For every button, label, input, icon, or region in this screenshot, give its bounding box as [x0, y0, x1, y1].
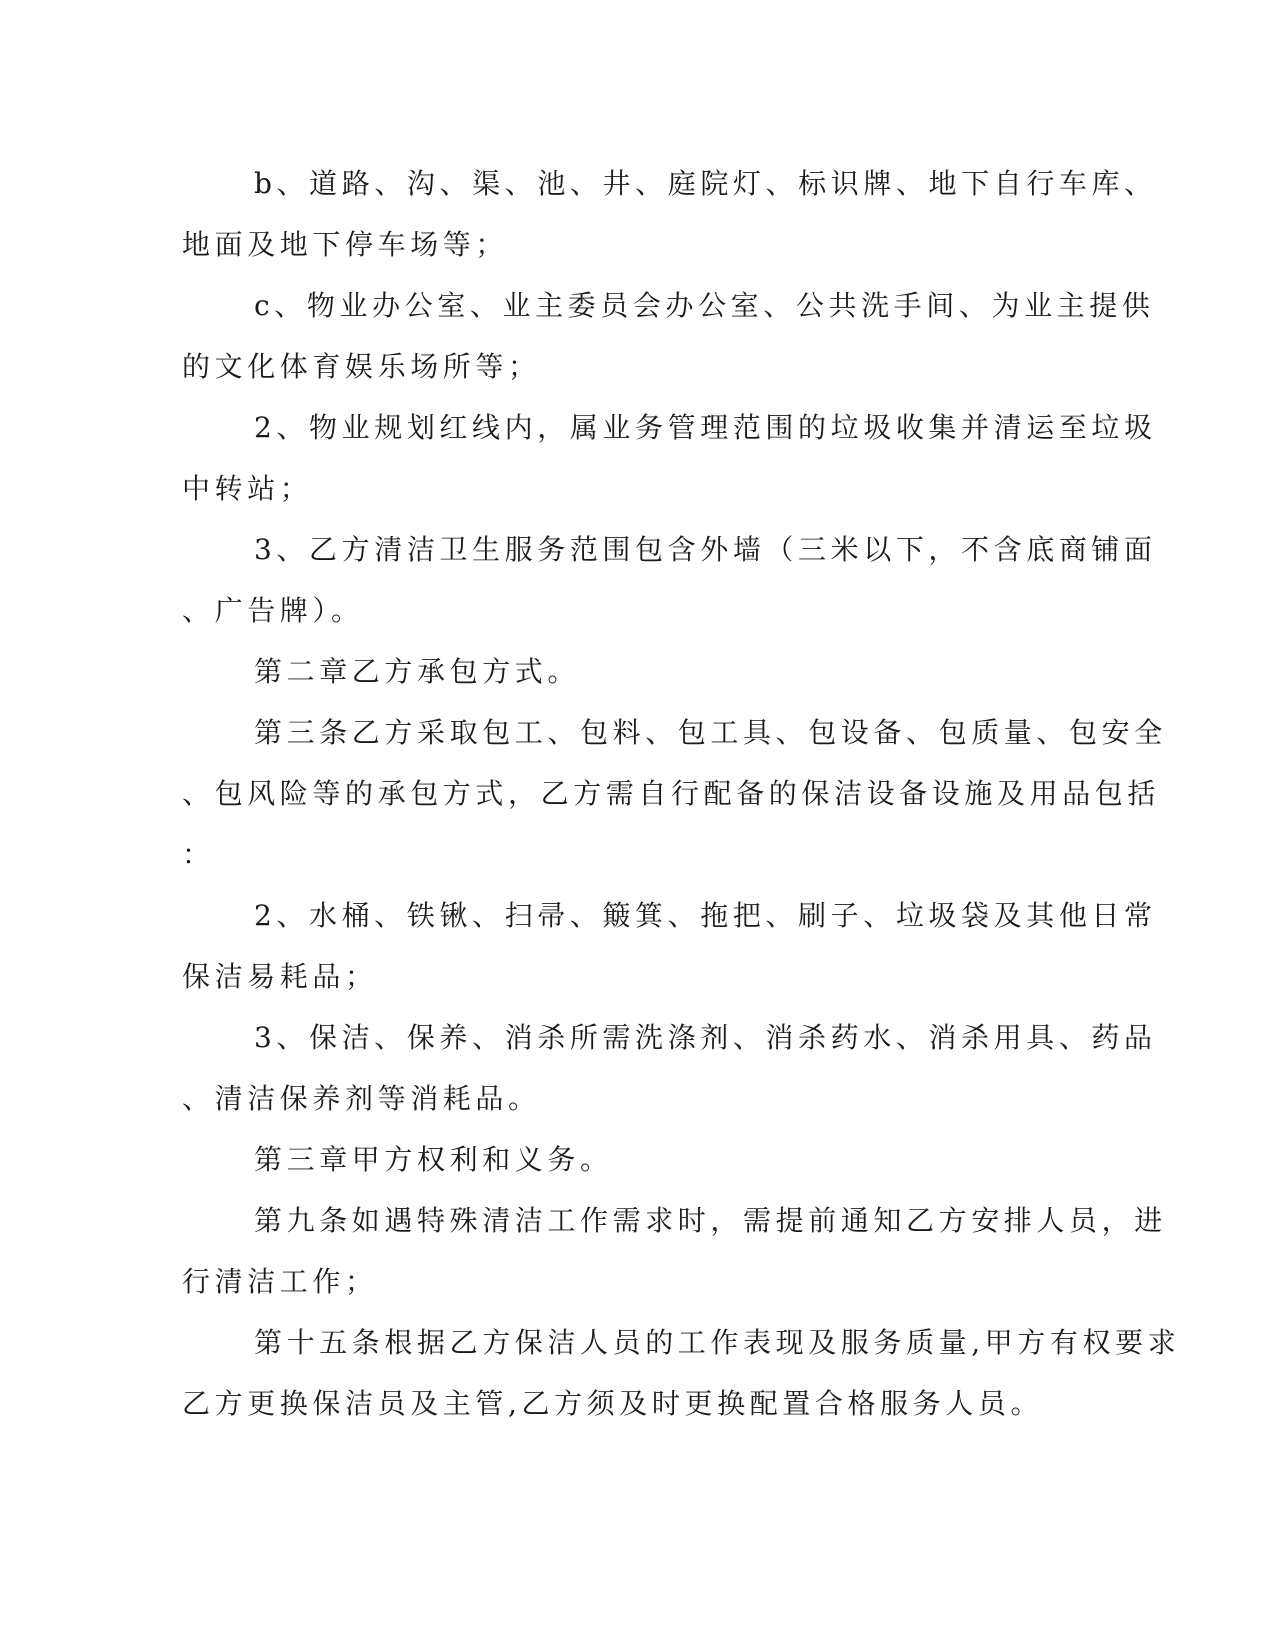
text-line: ： [182, 838, 215, 871]
text-line: 乙方更换保洁员及主管,乙方须及时更换配置合格服务人员。 [182, 1387, 1044, 1420]
text-line: 3、保洁、保养、消杀所需洗涤剂、消杀药水、消杀用具、药品 [254, 1021, 1157, 1054]
text-line: 、包风险等的承包方式，乙方需自行配备的保洁设备设施及用品包括 [182, 777, 1161, 810]
text-line: 第九条如遇特殊清洁工作需求时，需提前通知乙方安排人员，进 [254, 1204, 1167, 1237]
text-line: 2、水桶、铁锹、扫帚、簸箕、拖把、刷子、垃圾袋及其他日常 [254, 899, 1157, 932]
text-line: 地面及地下停车场等； [182, 228, 509, 261]
chapter-heading: 第三章甲方权利和义务。 [254, 1143, 613, 1176]
text-line: 3、乙方清洁卫生服务范围包含外墙（三米以下，不含底商铺面 [254, 533, 1157, 566]
text-line: 第三条乙方采取包工、包料、包工具、包设备、包质量、包安全 [254, 716, 1167, 749]
document-body [182, 153, 1181, 1434]
text-line: 行清洁工作； [182, 1265, 378, 1298]
text-line: 第十五条根据乙方保洁人员的工作表现及服务质量,甲方有权要求 [254, 1326, 1181, 1359]
text-line: b、道路、沟、渠、池、井、庭院灯、标识牌、地下自行车库、 [254, 167, 1157, 200]
text-line: 的文化体育娱乐场所等； [182, 350, 541, 383]
text-line: 2、物业规划红线内，属业务管理范围的垃圾收集并清运至垃圾 [254, 411, 1157, 444]
text-line: 保洁易耗品； [182, 960, 378, 993]
text-line: c、物业办公室、业主委员会办公室、公共洗手间、为业主提供 [254, 289, 1155, 322]
chapter-heading: 第二章乙方承包方式。 [254, 655, 581, 688]
text-line: 、清洁保养剂等消耗品。 [182, 1082, 541, 1115]
text-line: 中转站； [182, 472, 313, 505]
text-line: 、广告牌）。 [182, 594, 364, 627]
